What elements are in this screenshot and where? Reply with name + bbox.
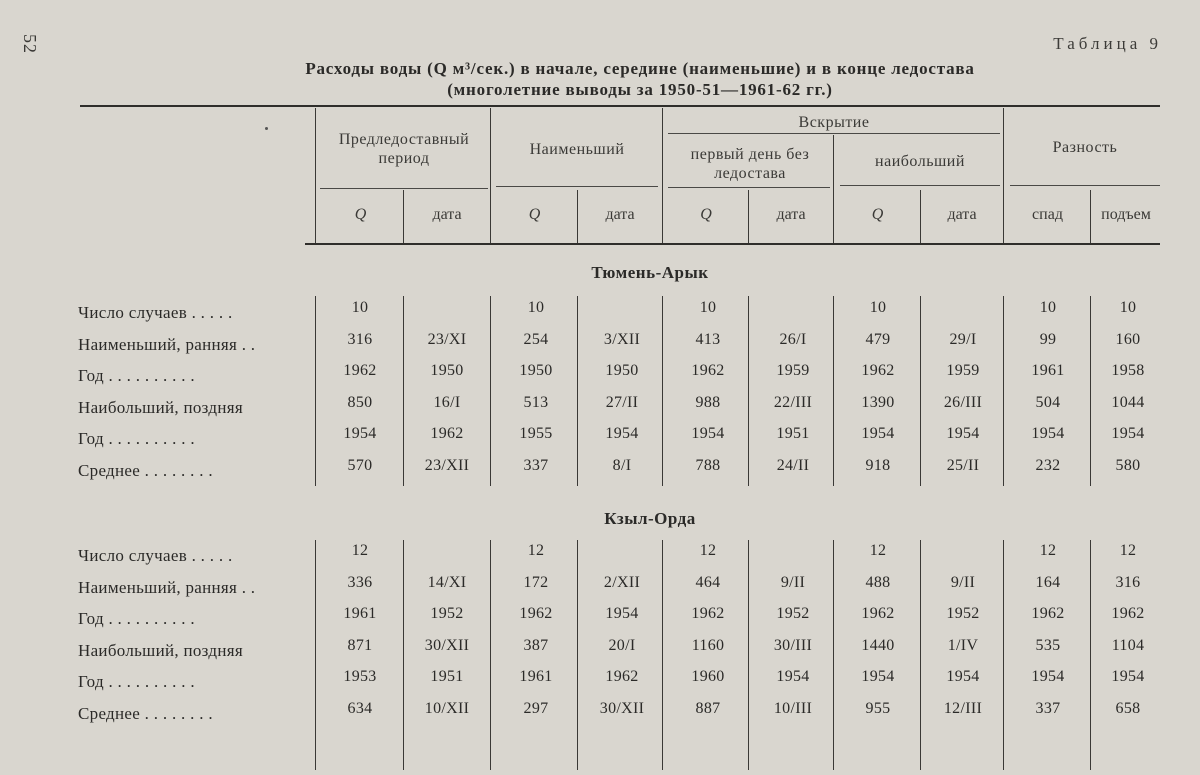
row-label: Год . . . . . . . . . . bbox=[78, 609, 195, 629]
table-cell: 1961 bbox=[343, 605, 377, 623]
table-cell: 30/XII bbox=[424, 636, 470, 654]
table-cell: 1954 bbox=[1111, 668, 1145, 686]
subheader-q: Q bbox=[871, 206, 884, 223]
table-number: Таблица 9 bbox=[1053, 34, 1162, 53]
table-cell: 3/XII bbox=[603, 330, 641, 348]
stray-mark bbox=[265, 127, 268, 130]
table-cell: 1954 bbox=[691, 425, 725, 443]
table-cell: 160 bbox=[1115, 330, 1141, 348]
title-line-2: (многолетние выводы за 1950-51—1961-62 гг.) bbox=[447, 80, 833, 99]
table-cell: 1959 bbox=[946, 362, 980, 380]
table-cell: 30/III bbox=[773, 636, 813, 654]
table-cell: 1954 bbox=[1111, 425, 1145, 443]
table-cell: 1954 bbox=[946, 668, 980, 686]
table-cell: 25/II bbox=[946, 457, 980, 474]
table-cell: 1954 bbox=[861, 668, 895, 686]
header-hline bbox=[668, 133, 1000, 134]
table-cell: 504 bbox=[1035, 393, 1061, 411]
table-cell: 12 bbox=[869, 542, 887, 559]
table-cell: 513 bbox=[523, 393, 549, 411]
table-cell: 1955 bbox=[519, 425, 553, 443]
subheader-date: дата bbox=[947, 206, 977, 223]
table-cell: 16/I bbox=[433, 393, 461, 411]
table-cell: 10 bbox=[699, 299, 717, 316]
table-cell: 871 bbox=[347, 636, 373, 654]
row-label: Наибольший, поздняя bbox=[78, 640, 243, 660]
table-cell: 1950 bbox=[430, 362, 464, 380]
table-cell: 164 bbox=[1035, 573, 1061, 591]
header-vline bbox=[490, 108, 491, 243]
table-cell: 1951 bbox=[430, 668, 464, 686]
row-label: Год . . . . . . . . . . bbox=[78, 672, 195, 692]
table-cell: 22/III bbox=[773, 393, 813, 411]
table-cell: 297 bbox=[523, 700, 549, 717]
table-cell: 10 bbox=[869, 299, 887, 316]
table-cell: 1962 bbox=[861, 362, 895, 380]
table-cell: 8/I bbox=[612, 457, 632, 474]
table-cell: 570 bbox=[347, 457, 373, 474]
station-name: Тюмень-Арык bbox=[591, 263, 709, 282]
table-cell: 337 bbox=[1035, 700, 1061, 717]
table-cell: 1962 bbox=[1111, 605, 1145, 623]
table-cell: 479 bbox=[865, 330, 891, 348]
row-label: Год . . . . . . . . . . bbox=[78, 429, 195, 449]
subheader-q: Q bbox=[700, 206, 712, 223]
table-cell: 29/I bbox=[949, 330, 977, 348]
body-vline bbox=[490, 296, 491, 486]
table-cell: 12 bbox=[1119, 542, 1137, 559]
row-label: Наибольший, поздняя bbox=[78, 397, 243, 417]
table-cell: 887 bbox=[695, 700, 721, 717]
table-cell: 1440 bbox=[861, 636, 895, 654]
table-cell: 1962 bbox=[519, 605, 553, 623]
subheader-date: дата bbox=[605, 206, 635, 223]
table-cell: 12 bbox=[699, 542, 717, 559]
table-cell: 12/III bbox=[943, 700, 983, 717]
row-label: Число случаев . . . . . bbox=[78, 546, 233, 565]
row-label: Наименьший, ранняя . . bbox=[78, 334, 256, 354]
table-cell: 1952 bbox=[776, 605, 810, 623]
table-cell: 10 bbox=[527, 299, 545, 316]
table-title bbox=[160, 58, 1120, 100]
header-hline bbox=[320, 188, 488, 189]
table-cell: 1044 bbox=[1111, 393, 1145, 411]
header-vline bbox=[662, 108, 663, 243]
table-cell: 850 bbox=[347, 393, 373, 411]
table-cell: 1951 bbox=[776, 425, 810, 443]
table-cell: 1953 bbox=[343, 668, 377, 686]
table-cell: 1160 bbox=[691, 636, 725, 654]
table-cell: 12 bbox=[351, 542, 369, 559]
header-vline bbox=[833, 135, 834, 243]
row-label: Наименьший, ранняя . . bbox=[78, 577, 256, 597]
header-vline bbox=[1003, 108, 1004, 243]
table-cell: 10 bbox=[1039, 299, 1057, 316]
table-cell: 172 bbox=[523, 573, 549, 591]
subheader-q: Q bbox=[528, 206, 541, 223]
table-cell: 1962 bbox=[691, 605, 725, 623]
table-cell: 1954 bbox=[1031, 668, 1065, 686]
table-cell: 12 bbox=[1039, 542, 1057, 559]
row-label: Число случаев . . . . . bbox=[78, 303, 233, 322]
table-cell: 12 bbox=[527, 542, 545, 559]
table-cell: 23/XII bbox=[424, 457, 470, 474]
table-cell: 1954 bbox=[343, 425, 377, 443]
header-vline bbox=[315, 108, 316, 243]
header-difference: Разность bbox=[1052, 139, 1118, 156]
header-bottom-rule bbox=[305, 243, 1160, 245]
table-cell: 10/XII bbox=[424, 700, 470, 717]
table-cell: 413 bbox=[695, 330, 721, 348]
body-vline bbox=[315, 540, 316, 770]
table-cell: 10 bbox=[351, 299, 369, 316]
subheader-fall: спад bbox=[1032, 206, 1063, 223]
subheader-q: Q bbox=[354, 206, 367, 223]
header-hline bbox=[668, 187, 830, 188]
table-cell: 1954 bbox=[861, 425, 895, 443]
table-cell: 1962 bbox=[1031, 605, 1065, 623]
header-breakup: Вскрытие bbox=[798, 114, 870, 131]
table-cell: 464 bbox=[695, 573, 721, 591]
table-cell: 9/II bbox=[780, 573, 806, 591]
table-cell: 14/XI bbox=[427, 573, 467, 591]
table-cell: 788 bbox=[695, 457, 721, 474]
table-cell: 30/XII bbox=[599, 700, 645, 717]
table-cell: 1962 bbox=[430, 425, 464, 443]
table-cell: 1390 bbox=[861, 393, 895, 411]
row-label: Среднее . . . . . . . . bbox=[78, 704, 213, 723]
table-cell: 1/IV bbox=[947, 636, 979, 654]
table-cell: 1962 bbox=[605, 668, 639, 686]
table-cell: 23/XI bbox=[427, 330, 467, 348]
table-cell: 1950 bbox=[519, 362, 553, 380]
title-line-1: Расходы воды (Q м³/сек.) в начале, середине (наименьшие) и в конце ледостава bbox=[305, 59, 975, 78]
table-cell: 1954 bbox=[946, 425, 980, 443]
row-label: Год . . . . . . . . . . bbox=[78, 366, 195, 386]
header-preice-period: Предледоставный период bbox=[338, 131, 470, 167]
table-cell: 10 bbox=[1119, 299, 1137, 316]
table-cell: 27/II bbox=[605, 393, 639, 411]
table-cell: 1958 bbox=[1111, 362, 1145, 380]
table-cell: 1950 bbox=[605, 362, 639, 380]
table-cell: 1961 bbox=[1031, 362, 1065, 380]
table-cell: 387 bbox=[523, 636, 549, 654]
subheader-date: дата bbox=[776, 206, 806, 223]
table-cell: 337 bbox=[523, 457, 549, 474]
table-cell: 1960 bbox=[691, 668, 725, 686]
table-cell: 1961 bbox=[519, 668, 553, 686]
table-cell: 1959 bbox=[776, 362, 810, 380]
table-cell: 1962 bbox=[691, 362, 725, 380]
row-label: Среднее . . . . . . . . bbox=[78, 461, 213, 480]
table-cell: 1962 bbox=[343, 362, 377, 380]
station-name: Кзыл-Орда bbox=[604, 509, 696, 528]
body-vline bbox=[315, 296, 316, 486]
header-maximum: наибольший bbox=[875, 153, 965, 170]
table-cell: 1954 bbox=[1031, 425, 1065, 443]
header-first-day: первый день без ледостава bbox=[690, 146, 810, 182]
header-hline bbox=[840, 185, 1000, 186]
table-cell: 955 bbox=[865, 700, 891, 717]
table-cell: 988 bbox=[695, 393, 721, 411]
page-number: 52 bbox=[20, 34, 40, 54]
table-cell: 316 bbox=[1115, 573, 1141, 591]
table-cell: 488 bbox=[865, 573, 891, 591]
table-cell: 26/III bbox=[943, 393, 983, 411]
subheader-rise: подъем bbox=[1101, 206, 1151, 223]
table-cell: 20/I bbox=[608, 636, 636, 654]
table-cell: 1104 bbox=[1111, 636, 1145, 654]
header-hline bbox=[496, 186, 658, 187]
table-cell: 232 bbox=[1035, 457, 1061, 474]
table-cell: 10/III bbox=[773, 700, 813, 717]
table-cell: 1954 bbox=[605, 425, 639, 443]
table-cell: 24/II bbox=[776, 457, 810, 474]
table-cell: 634 bbox=[347, 700, 373, 717]
table-cell: 316 bbox=[347, 330, 373, 348]
table-cell: 26/I bbox=[779, 330, 807, 348]
header-minimum: Наименьший bbox=[529, 141, 625, 158]
table-cell: 918 bbox=[865, 457, 891, 474]
table-cell: 580 bbox=[1115, 457, 1141, 474]
body-vline bbox=[490, 540, 491, 770]
table-cell: 99 bbox=[1039, 330, 1057, 348]
table-cell: 535 bbox=[1035, 636, 1061, 654]
table-cell: 1954 bbox=[605, 605, 639, 623]
header-hline bbox=[1010, 185, 1160, 186]
table-cell: 254 bbox=[523, 330, 549, 348]
table-cell: 1952 bbox=[946, 605, 980, 623]
table-cell: 1962 bbox=[861, 605, 895, 623]
top-rule bbox=[80, 105, 1160, 107]
table-cell: 658 bbox=[1115, 700, 1141, 717]
table-cell: 1952 bbox=[430, 605, 464, 623]
subheader-date: дата bbox=[432, 206, 462, 223]
table-cell: 9/II bbox=[950, 573, 976, 591]
table-cell: 2/XII bbox=[603, 573, 641, 591]
table-cell: 1954 bbox=[776, 668, 810, 686]
table-cell: 336 bbox=[347, 573, 373, 591]
